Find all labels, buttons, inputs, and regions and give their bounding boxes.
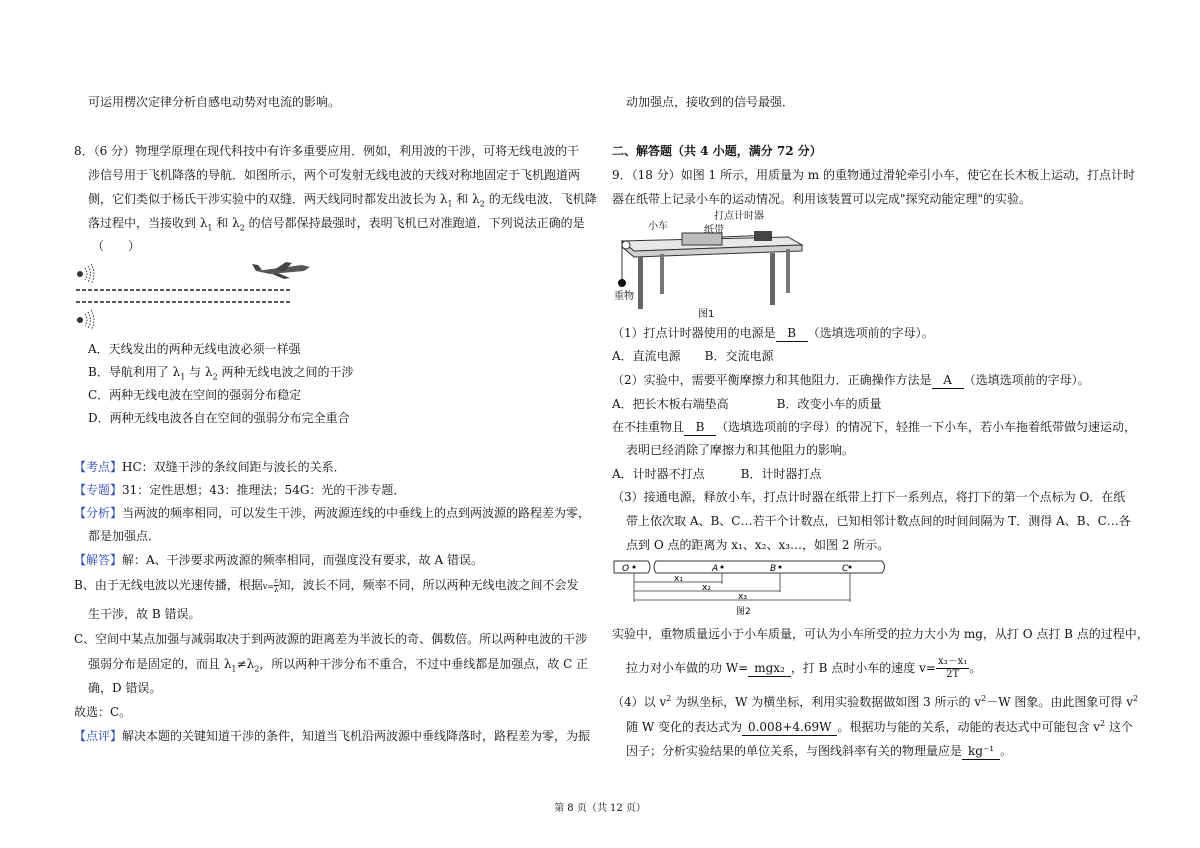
table-drawing (622, 237, 802, 309)
answer-work: mgx₂ (748, 660, 791, 677)
cont-line: 动加强点，接收到的信号最强． (626, 95, 795, 109)
q8-option-b: B．导航利用了 $\lambda_1$ 与 $\lambda_2$ 两种无线电波之间的干涉 (88, 365, 354, 382)
antenna-top-icon (77, 264, 94, 284)
q9-part1: （1）打点计时器使用的电源是 B （选填选项前的字母）。 (612, 326, 934, 340)
page-footer: 第 8 页（共 12 页） (554, 803, 646, 814)
label-weight: 重物 (614, 291, 634, 302)
tape-dot-a (721, 566, 724, 569)
q9-part3-line1: （3）接通电源，释放小车，打点计时器在纸带上打下一系列点，将打下的第一个点标为 O．在纸 (612, 490, 1126, 504)
dianping-line: 【点评】解决本题的关键知道干涉的条件，知道当飞机沿两波源中垂线降落时，路程差为零，为振 (74, 729, 591, 743)
q9-part4-line3: 因子；分析实验结果的单位关系，与图线斜率有关的物理量应是 kg⁻¹ 。 (626, 744, 1013, 758)
q8-option-c: C．两种无线电波在空间的强弱分布稳定 (88, 388, 302, 402)
figure-2-tape (612, 558, 892, 622)
fenxi-line1: 【分析】当两波的频率相同，可以发生干涉，两波源连线的中垂线上的点到两波源的路程差为零， (74, 506, 591, 520)
answer-expression: 0.008+4.69W (742, 719, 837, 736)
answer-p2: A (932, 372, 964, 389)
tape-dot-c (849, 566, 852, 569)
answer-line: 故选：C。 (74, 705, 132, 719)
q9-stem-line1: 9．（18 分）如图 1 所示，用质量为 m 的重物通过滑轮牵引小车，使它在长木板上运动，打点计时 (612, 168, 1135, 182)
label-o: O (622, 564, 630, 574)
q8-blank: （ ） (92, 239, 141, 253)
q8-option-d: D．两种无线电波各自在空间的强弱分布完全重合 (88, 411, 350, 425)
answer-velocity-fraction: $\frac{\text{x₃－x₁}}{2T}$ (937, 656, 968, 680)
prev-answer-line: 可运用楞次定律分析自感电动势对电流的影响。 (88, 95, 341, 109)
q9-part3-line4: 实验中，重物质量远小于小车质量，可认为小车所受的拉力大小为 mg，从打 O 点打 B 点的过程中， (612, 627, 1149, 641)
q8-stem-line1: 8．（6 分）物理学原理在现代科技中有许多重要应用．例如，利用波的干涉，可将无线电波的干 (74, 144, 580, 158)
jieda-c-line1: C、空间中某点加强与减弱取决于到两波源的距离差为半波长的奇、偶数倍。所以两种电波的干涉 (74, 632, 588, 646)
label-timer: 打点计时器 (714, 211, 764, 222)
label-tape: 纸带 (704, 225, 724, 236)
q8-stem-line3: 侧，它们类似于杨氏干涉实验中的双缝．两天线同时都发出波长为 $\lambda_1$ 和 $\lambda_2$ 的无线电波．飞机降 (88, 192, 597, 209)
q8-stem-line2: 涉信号用于飞机降落的导航．如图所示，两个可发射无线电波的天线对称地固定于飞机跑道两 (88, 168, 581, 182)
fenxi-line2: 都是加强点． (88, 529, 161, 543)
label-x3: x₃ (738, 592, 747, 602)
jieda-c-line3: 确，D 错误。 (88, 681, 162, 695)
q8-stem-line4: 落过程中，当接收到 $\lambda_1$ 和 $\lambda_2$ 的信号都保持最强时，表明飞机已对准跑道．下列说法正确的是 (88, 216, 585, 233)
kaodian-line: 【考点】HC：双缝干涉的条纹间距与波长的关系． (74, 460, 346, 474)
timer-icon (754, 231, 772, 241)
label-x2: x₂ (702, 583, 711, 593)
antenna-bottom-icon (77, 310, 94, 330)
q9-stem-line2: 器在纸带上记录小车的运动情况。利用该装置可以完成"探究动能定理"的实验。 (612, 192, 1032, 206)
q9-part2-cont2: 表明已经消除了摩擦力和其他阻力的影响。 (626, 443, 855, 457)
label-x1: x₁ (674, 574, 683, 584)
q9-part2-cont: 在不挂重物且 B （选填选项前的字母）的情况下，轻推一下小车，若小车拖着纸带做匀速运动， (612, 420, 1137, 434)
label-car: 小车 (648, 221, 668, 232)
formula-c-over-lambda: $\frac{c}{\lambda}$ (274, 577, 279, 594)
answer-p1: B (776, 325, 808, 342)
q9-part3-line5: 拉力对小车做的功 W= mgx₂ ，打 B 点时小车的速度 v= $\frac{\text{x₃－x₁}}{2T}$ 。 (626, 656, 982, 680)
tape-dot-b (779, 566, 782, 569)
weight-icon (618, 279, 626, 287)
jieda-b-line1: B、由于无线电波以光速传播，根据v= $\frac{c}{\lambda}$知，波长不同，频率不同，所以两种无线电波之间不会发 (74, 577, 579, 594)
q8-option-a: A．天线发出的两种无线电波必须一样强 (88, 342, 301, 356)
q9-part1-options: A．直流电源 B．交流电源 (612, 349, 774, 363)
q9-part4-line1: （4）以 $v^2$ 为纵坐标，W 为横坐标，利用实验数据做如图 3 所示的 $v^2-W$ 图象。由此图象可得 $v^2$ (612, 694, 1139, 709)
q9-part2: （2）实验中，需要平衡摩擦力和其他阻力．正确操作方法是 A （选填选项前的字母）。 (612, 373, 1090, 387)
answer-p2c: B (684, 419, 716, 436)
q9-part3-line3: 点到 O 点的距离为 x₁、x₂、x₃…，如图 2 所示。 (626, 538, 890, 552)
zhuanti-line: 【专题】31：定性思想；43：推理法；54G：光的干涉专题． (74, 483, 406, 497)
label-c: C (842, 564, 849, 574)
q9-part2-cont-options: A．计时器不打点 B．计时器打点 (612, 467, 822, 481)
label-a: A (712, 564, 719, 574)
tape-dot-o (633, 566, 636, 569)
figure-1-apparatus (612, 207, 812, 321)
q9-part4-line2: 随 W 变化的表达式为 0.008+4.69W 。根据功与能的关系，动能的表达式中可能包含 $v^2$ 这个 (626, 719, 1133, 734)
figure-2-caption: 图2 (736, 607, 751, 617)
figure-1-caption: 图1 (698, 309, 715, 320)
q9-part2-options: A．把长木板右端垫高 B．改变小车的质量 (612, 397, 882, 411)
jieda-c-line2: 强弱分布是固定的，而且 $\lambda_1\ne\lambda_2$，所以两种干涉分布不重合，不过中垂线都是加强点，故 C 正 (88, 657, 589, 674)
q8-figure (74, 262, 334, 332)
label-b: B (770, 564, 777, 574)
answer-unit: kg⁻¹ (962, 743, 1000, 760)
q9-part3-line2: 带上依次取 A、B、C…若干个计数点，已知相邻计数点间的时间间隔为 T．测得 A、B、C…各 (626, 514, 1131, 528)
section-title: 二、解答题（共 4 小题，满分 72 分） (612, 144, 822, 158)
jieda-line1: 【解答】解：A、干涉要求两波源的频率相同，而强度没有要求，故 A 错误。 (74, 553, 483, 567)
jieda-b-line2: 生干涉，故 B 错误。 (88, 607, 201, 621)
pulley-icon (622, 241, 630, 249)
airplane-icon (252, 262, 310, 279)
